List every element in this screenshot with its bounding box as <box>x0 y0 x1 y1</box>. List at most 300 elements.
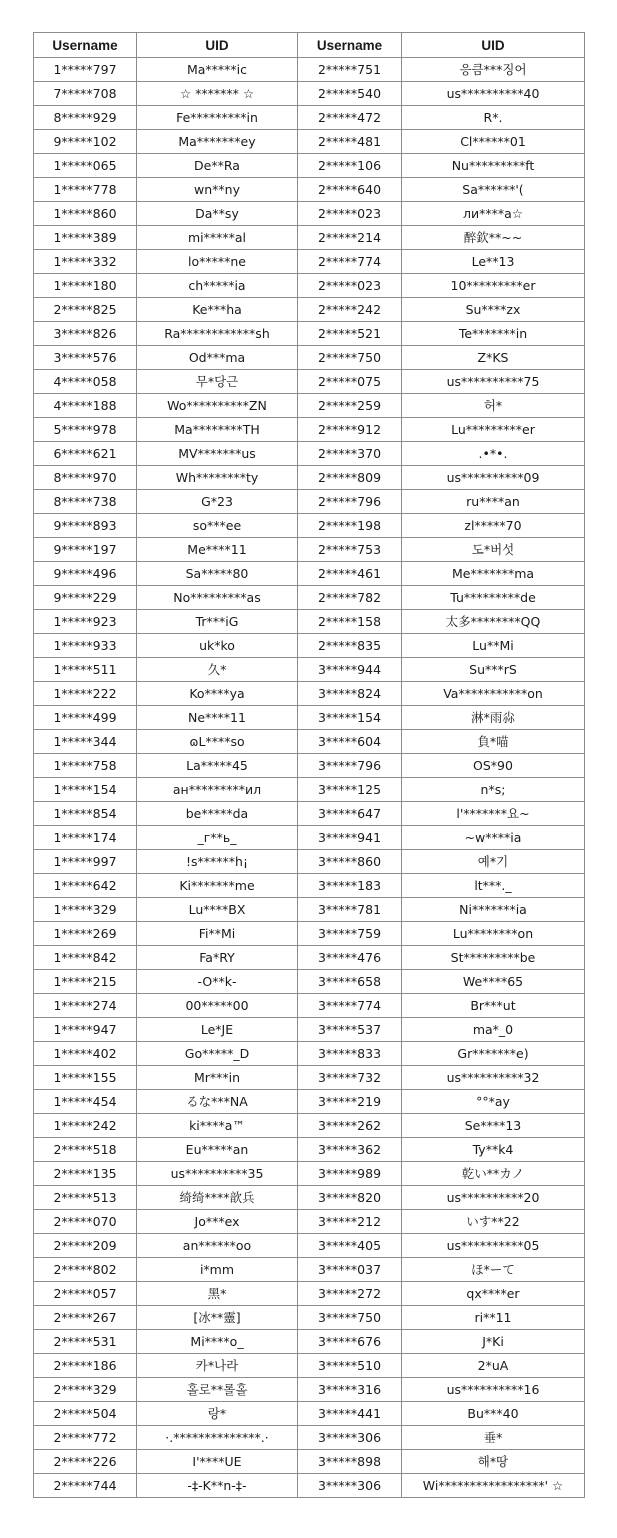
uid-cell: [冰**靈] <box>137 1306 298 1330</box>
username-cell: 3*****576 <box>34 346 137 370</box>
uid-cell: zl*****70 <box>402 514 585 538</box>
uid-cell: Lu**Mi <box>402 634 585 658</box>
uid-cell: Lu****BX <box>137 898 298 922</box>
username-cell: 7*****708 <box>34 82 137 106</box>
username-cell: 2*****481 <box>298 130 402 154</box>
uid-table <box>33 32 585 1498</box>
username-cell: 1*****065 <box>34 154 137 178</box>
uid-cell: 醉欽**~~ <box>402 226 585 250</box>
table-row <box>34 226 585 250</box>
table-row <box>34 466 585 490</box>
username-cell: 1*****242 <box>34 1114 137 1138</box>
uid-cell: wn**ny <box>137 178 298 202</box>
uid-cell: Fa*RY <box>137 946 298 970</box>
username-cell: 8*****929 <box>34 106 137 130</box>
table-row <box>34 1066 585 1090</box>
uid-cell: an******oo <box>137 1234 298 1258</box>
table-row <box>34 1210 585 1234</box>
table-row <box>34 490 585 514</box>
table-row <box>34 850 585 874</box>
username-cell: 2*****744 <box>34 1474 137 1498</box>
uid-cell: Br***ut <box>402 994 585 1018</box>
username-cell: 2*****226 <box>34 1450 137 1474</box>
table-row <box>34 514 585 538</box>
username-cell: 3*****941 <box>298 826 402 850</box>
username-cell: 2*****774 <box>298 250 402 274</box>
username-cell: 8*****970 <box>34 466 137 490</box>
uid-cell: 허* <box>402 394 585 418</box>
table-row <box>34 802 585 826</box>
uid-cell: !s******h¡ <box>137 850 298 874</box>
username-cell: 2*****772 <box>34 1426 137 1450</box>
username-cell: 2*****835 <box>298 634 402 658</box>
username-cell: 2*****023 <box>298 202 402 226</box>
header-username-2: Username <box>298 33 402 58</box>
username-cell: 1*****797 <box>34 58 137 82</box>
username-cell: 9*****496 <box>34 562 137 586</box>
uid-cell: ~w****ia <box>402 826 585 850</box>
username-cell: 3*****272 <box>298 1282 402 1306</box>
username-cell: 3*****989 <box>298 1162 402 1186</box>
uid-cell: _г**ь_ <box>137 826 298 850</box>
uid-cell: 도*버섯 <box>402 538 585 562</box>
username-cell: 2*****531 <box>34 1330 137 1354</box>
uid-cell: lt***._ <box>402 874 585 898</box>
username-cell: 2*****521 <box>298 322 402 346</box>
table-row <box>34 202 585 226</box>
uid-cell: るな***NA <box>137 1090 298 1114</box>
table-row <box>34 778 585 802</box>
username-cell: 2*****504 <box>34 1402 137 1426</box>
uid-cell: Ko****ya <box>137 682 298 706</box>
table-row <box>34 730 585 754</box>
username-cell: 2*****198 <box>298 514 402 538</box>
username-cell: 6*****621 <box>34 442 137 466</box>
username-cell: 3*****820 <box>298 1186 402 1210</box>
username-cell: 1*****155 <box>34 1066 137 1090</box>
username-cell: 3*****405 <box>298 1234 402 1258</box>
uid-cell: Wh********ty <box>137 466 298 490</box>
username-cell: 3*****212 <box>298 1210 402 1234</box>
uid-cell: us**********32 <box>402 1066 585 1090</box>
uid-cell: Ni*******ia <box>402 898 585 922</box>
username-cell: 2*****796 <box>298 490 402 514</box>
uid-cell: us**********05 <box>402 1234 585 1258</box>
uid-cell: lo*****ne <box>137 250 298 274</box>
uid-cell: 00*****00 <box>137 994 298 1018</box>
username-cell: 3*****658 <box>298 970 402 994</box>
uid-cell: Ma*****ic <box>137 58 298 82</box>
username-cell: 1*****642 <box>34 874 137 898</box>
uid-cell: J*Ki <box>402 1330 585 1354</box>
uid-cell: 淋*雨尛 <box>402 706 585 730</box>
uid-cell: -O**k- <box>137 970 298 994</box>
uid-cell: 乾い**カノ <box>402 1162 585 1186</box>
uid-cell: G*23 <box>137 490 298 514</box>
username-cell: 2*****370 <box>298 442 402 466</box>
username-cell: 2*****540 <box>298 82 402 106</box>
username-cell: 2*****259 <box>298 394 402 418</box>
uid-cell: No*********as <box>137 586 298 610</box>
table-row <box>34 1042 585 1066</box>
username-cell: 1*****923 <box>34 610 137 634</box>
uid-cell: 2*uA <box>402 1354 585 1378</box>
table-row <box>34 346 585 370</box>
username-cell: 3*****781 <box>298 898 402 922</box>
username-cell: 3*****154 <box>298 706 402 730</box>
uid-cell: Se****13 <box>402 1114 585 1138</box>
uid-cell: Ne****11 <box>137 706 298 730</box>
uid-cell: 무*당근 <box>137 370 298 394</box>
table-body <box>34 58 585 1498</box>
uid-cell: mi*****al <box>137 226 298 250</box>
username-cell: 2*****267 <box>34 1306 137 1330</box>
uid-cell: Tu*********de <box>402 586 585 610</box>
table-row <box>34 682 585 706</box>
uid-cell: Lu********on <box>402 922 585 946</box>
uid-cell: uk*ko <box>137 634 298 658</box>
username-cell: 2*****209 <box>34 1234 137 1258</box>
table-row <box>34 1402 585 1426</box>
username-cell: 1*****933 <box>34 634 137 658</box>
uid-cell: ki****a™ <box>137 1114 298 1138</box>
uid-table-container <box>33 32 584 1498</box>
table-row <box>34 946 585 970</box>
username-cell: 3*****219 <box>298 1090 402 1114</box>
username-cell: 2*****912 <box>298 418 402 442</box>
table-row <box>34 370 585 394</box>
uid-cell: 久* <box>137 658 298 682</box>
table-row <box>34 106 585 130</box>
username-cell: 3*****898 <box>298 1450 402 1474</box>
uid-cell: us**********20 <box>402 1186 585 1210</box>
table-row <box>34 250 585 274</box>
username-cell: 9*****197 <box>34 538 137 562</box>
table-row <box>34 610 585 634</box>
table-row <box>34 58 585 82</box>
uid-cell: Ke***ha <box>137 298 298 322</box>
table-row <box>34 586 585 610</box>
username-cell: 3*****441 <box>298 1402 402 1426</box>
table-row <box>34 82 585 106</box>
uid-cell: Go*****_D <box>137 1042 298 1066</box>
username-cell: 1*****402 <box>34 1042 137 1066</box>
username-cell: 2*****513 <box>34 1186 137 1210</box>
username-cell: 1*****269 <box>34 922 137 946</box>
header-row <box>34 33 585 58</box>
table-row <box>34 1330 585 1354</box>
username-cell: 3*****796 <box>298 754 402 778</box>
username-cell: 3*****774 <box>298 994 402 1018</box>
table-row <box>34 706 585 730</box>
username-cell: 2*****782 <box>298 586 402 610</box>
username-cell: 2*****158 <box>298 610 402 634</box>
table-row <box>34 1378 585 1402</box>
uid-cell: Sa*****80 <box>137 562 298 586</box>
uid-cell: Cl******01 <box>402 130 585 154</box>
username-cell: 3*****183 <box>298 874 402 898</box>
username-cell: 3*****944 <box>298 658 402 682</box>
table-row <box>34 970 585 994</box>
username-cell: 1*****997 <box>34 850 137 874</box>
username-cell: 2*****518 <box>34 1138 137 1162</box>
username-cell: 1*****499 <box>34 706 137 730</box>
uid-cell: Bu***40 <box>402 1402 585 1426</box>
username-cell: 3*****732 <box>298 1066 402 1090</box>
uid-cell: Gr*******e) <box>402 1042 585 1066</box>
uid-cell: 응큼***징어 <box>402 58 585 82</box>
username-cell: 2*****057 <box>34 1282 137 1306</box>
username-cell: 2*****750 <box>298 346 402 370</box>
table-row <box>34 1354 585 1378</box>
uid-cell: R*. <box>402 106 585 130</box>
table-row <box>34 1234 585 1258</box>
table-row <box>34 562 585 586</box>
uid-cell: 負*喵 <box>402 730 585 754</box>
uid-cell: 예*기 <box>402 850 585 874</box>
uid-cell: 垂* <box>402 1426 585 1450</box>
uid-cell: us**********40 <box>402 82 585 106</box>
uid-cell: Mr***in <box>137 1066 298 1090</box>
uid-cell: Eu*****an <box>137 1138 298 1162</box>
uid-cell: ru****an <box>402 490 585 514</box>
username-cell: 3*****476 <box>298 946 402 970</box>
username-cell: 2*****825 <box>34 298 137 322</box>
uid-cell: ан*********ил <box>137 778 298 802</box>
username-cell: 1*****778 <box>34 178 137 202</box>
uid-cell: i*mm <box>137 1258 298 1282</box>
username-cell: 1*****758 <box>34 754 137 778</box>
username-cell: 2*****809 <box>298 466 402 490</box>
uid-cell: Ki*******me <box>137 874 298 898</box>
uid-cell: ch*****ia <box>137 274 298 298</box>
uid-cell: Su****zx <box>402 298 585 322</box>
header-uid-2: UID <box>402 33 585 58</box>
table-row <box>34 754 585 778</box>
uid-cell: We****65 <box>402 970 585 994</box>
username-cell: 3*****362 <box>298 1138 402 1162</box>
table-row <box>34 298 585 322</box>
username-cell: 3*****306 <box>298 1474 402 1498</box>
username-cell: 8*****738 <box>34 490 137 514</box>
uid-cell: 黑* <box>137 1282 298 1306</box>
username-cell: 2*****751 <box>298 58 402 82</box>
uid-cell: ほ*ーて <box>402 1258 585 1282</box>
uid-cell: .•*•. <box>402 442 585 466</box>
header-uid-1: UID <box>137 33 298 58</box>
uid-cell: Sa******'( <box>402 178 585 202</box>
username-cell: 3*****750 <box>298 1306 402 1330</box>
username-cell: 1*****154 <box>34 778 137 802</box>
username-cell: 3*****833 <box>298 1042 402 1066</box>
username-cell: 1*****947 <box>34 1018 137 1042</box>
uid-cell: be*****da <box>137 802 298 826</box>
table-row <box>34 1282 585 1306</box>
uid-cell: Tr***iG <box>137 610 298 634</box>
uid-cell: Su***rS <box>402 658 585 682</box>
uid-cell: us**********16 <box>402 1378 585 1402</box>
table-row <box>34 874 585 898</box>
username-cell: 1*****174 <box>34 826 137 850</box>
username-cell: 2*****640 <box>298 178 402 202</box>
uid-cell: ɷL****so <box>137 730 298 754</box>
table-row <box>34 1306 585 1330</box>
username-cell: 2*****802 <box>34 1258 137 1282</box>
username-cell: 1*****274 <box>34 994 137 1018</box>
table-row <box>34 994 585 1018</box>
uid-cell: Va***********on <box>402 682 585 706</box>
uid-cell: Fi**Mi <box>137 922 298 946</box>
uid-cell: 홀로**롤홀 <box>137 1378 298 1402</box>
username-cell: 1*****222 <box>34 682 137 706</box>
uid-cell: De**Ra <box>137 154 298 178</box>
uid-cell: n*s; <box>402 778 585 802</box>
table-row <box>34 898 585 922</box>
uid-cell: 太多********QQ <box>402 610 585 634</box>
uid-cell: 랑* <box>137 1402 298 1426</box>
username-cell: 3*****537 <box>298 1018 402 1042</box>
username-cell: 3*****510 <box>298 1354 402 1378</box>
uid-cell: Wo**********ZN <box>137 394 298 418</box>
table-row <box>34 178 585 202</box>
uid-cell: St*********be <box>402 946 585 970</box>
username-cell: 3*****316 <box>298 1378 402 1402</box>
uid-cell: Ma********TH <box>137 418 298 442</box>
username-cell: 1*****215 <box>34 970 137 994</box>
uid-cell: I'****UE <box>137 1450 298 1474</box>
username-cell: 1*****329 <box>34 898 137 922</box>
uid-cell: Ty**k4 <box>402 1138 585 1162</box>
username-cell: 4*****058 <box>34 370 137 394</box>
table-row <box>34 274 585 298</box>
table-row <box>34 322 585 346</box>
username-cell: 1*****389 <box>34 226 137 250</box>
username-cell: 2*****186 <box>34 1354 137 1378</box>
username-cell: 3*****647 <box>298 802 402 826</box>
table-row <box>34 130 585 154</box>
username-cell: 3*****826 <box>34 322 137 346</box>
username-cell: 3*****759 <box>298 922 402 946</box>
table-row <box>34 634 585 658</box>
username-cell: 1*****511 <box>34 658 137 682</box>
username-cell: 1*****854 <box>34 802 137 826</box>
table-row <box>34 1186 585 1210</box>
username-cell: 3*****125 <box>298 778 402 802</box>
username-cell: 2*****753 <box>298 538 402 562</box>
table-row <box>34 538 585 562</box>
uid-cell: ma*_0 <box>402 1018 585 1042</box>
username-cell: 4*****188 <box>34 394 137 418</box>
uid-cell: so***ee <box>137 514 298 538</box>
username-cell: 2*****242 <box>298 298 402 322</box>
uid-cell: us**********35 <box>137 1162 298 1186</box>
username-cell: 9*****893 <box>34 514 137 538</box>
uid-cell: l'*******요~ <box>402 802 585 826</box>
username-cell: 1*****180 <box>34 274 137 298</box>
table-row <box>34 1474 585 1498</box>
uid-cell: 绮绮****歆兵 <box>137 1186 298 1210</box>
uid-cell: us**********09 <box>402 466 585 490</box>
table-row <box>34 1114 585 1138</box>
username-cell: 1*****860 <box>34 202 137 226</box>
username-cell: 3*****604 <box>298 730 402 754</box>
uid-cell: Z*KS <box>402 346 585 370</box>
username-cell: 1*****332 <box>34 250 137 274</box>
uid-cell: Me****11 <box>137 538 298 562</box>
uid-cell: Nu*********ft <box>402 154 585 178</box>
uid-cell: Ma*******ey <box>137 130 298 154</box>
username-cell: 3*****306 <box>298 1426 402 1450</box>
uid-cell: Le*JE <box>137 1018 298 1042</box>
username-cell: 2*****472 <box>298 106 402 130</box>
uid-cell: La*****45 <box>137 754 298 778</box>
username-cell: 2*****070 <box>34 1210 137 1234</box>
uid-cell: OS*90 <box>402 754 585 778</box>
uid-cell: Od***ma <box>137 346 298 370</box>
uid-cell: Mi****o_ <box>137 1330 298 1354</box>
uid-cell: Le**13 <box>402 250 585 274</box>
username-cell: 2*****075 <box>298 370 402 394</box>
table-row <box>34 1426 585 1450</box>
table-row <box>34 442 585 466</box>
username-cell: 3*****860 <box>298 850 402 874</box>
username-cell: 2*****023 <box>298 274 402 298</box>
uid-cell: Jo***ex <box>137 1210 298 1234</box>
username-cell: 2*****329 <box>34 1378 137 1402</box>
uid-cell: Lu*********er <box>402 418 585 442</box>
username-cell: 5*****978 <box>34 418 137 442</box>
uid-cell: us**********75 <box>402 370 585 394</box>
username-cell: 1*****842 <box>34 946 137 970</box>
username-cell: 2*****461 <box>298 562 402 586</box>
uid-cell: °°*ay <box>402 1090 585 1114</box>
uid-cell: Fe*********in <box>137 106 298 130</box>
uid-cell: qx****er <box>402 1282 585 1306</box>
uid-cell: Wi*****************' ☆ <box>402 1474 585 1498</box>
uid-cell: 해*땅 <box>402 1450 585 1474</box>
table-row <box>34 154 585 178</box>
table-row <box>34 1450 585 1474</box>
username-cell: 2*****106 <box>298 154 402 178</box>
table-row <box>34 658 585 682</box>
table-row <box>34 826 585 850</box>
table-row <box>34 1090 585 1114</box>
table-row <box>34 394 585 418</box>
username-cell: 2*****135 <box>34 1162 137 1186</box>
username-cell: 3*****262 <box>298 1114 402 1138</box>
username-cell: 1*****454 <box>34 1090 137 1114</box>
uid-cell: ·.**************.· <box>137 1426 298 1450</box>
uid-cell: MV*******us <box>137 442 298 466</box>
table-row <box>34 418 585 442</box>
table-row <box>34 1018 585 1042</box>
table-row <box>34 1162 585 1186</box>
username-cell: 9*****102 <box>34 130 137 154</box>
username-cell: 3*****037 <box>298 1258 402 1282</box>
username-cell: 3*****824 <box>298 682 402 706</box>
uid-cell: いす**22 <box>402 1210 585 1234</box>
username-cell: 2*****214 <box>298 226 402 250</box>
username-cell: 1*****344 <box>34 730 137 754</box>
username-cell: 9*****229 <box>34 586 137 610</box>
uid-cell: ли****a☆ <box>402 202 585 226</box>
uid-cell: -‡-K**n-‡- <box>137 1474 298 1498</box>
uid-cell: 카*나라 <box>137 1354 298 1378</box>
table-row <box>34 1138 585 1162</box>
uid-cell: Ra************sh <box>137 322 298 346</box>
uid-cell: 10*********er <box>402 274 585 298</box>
username-cell: 3*****676 <box>298 1330 402 1354</box>
